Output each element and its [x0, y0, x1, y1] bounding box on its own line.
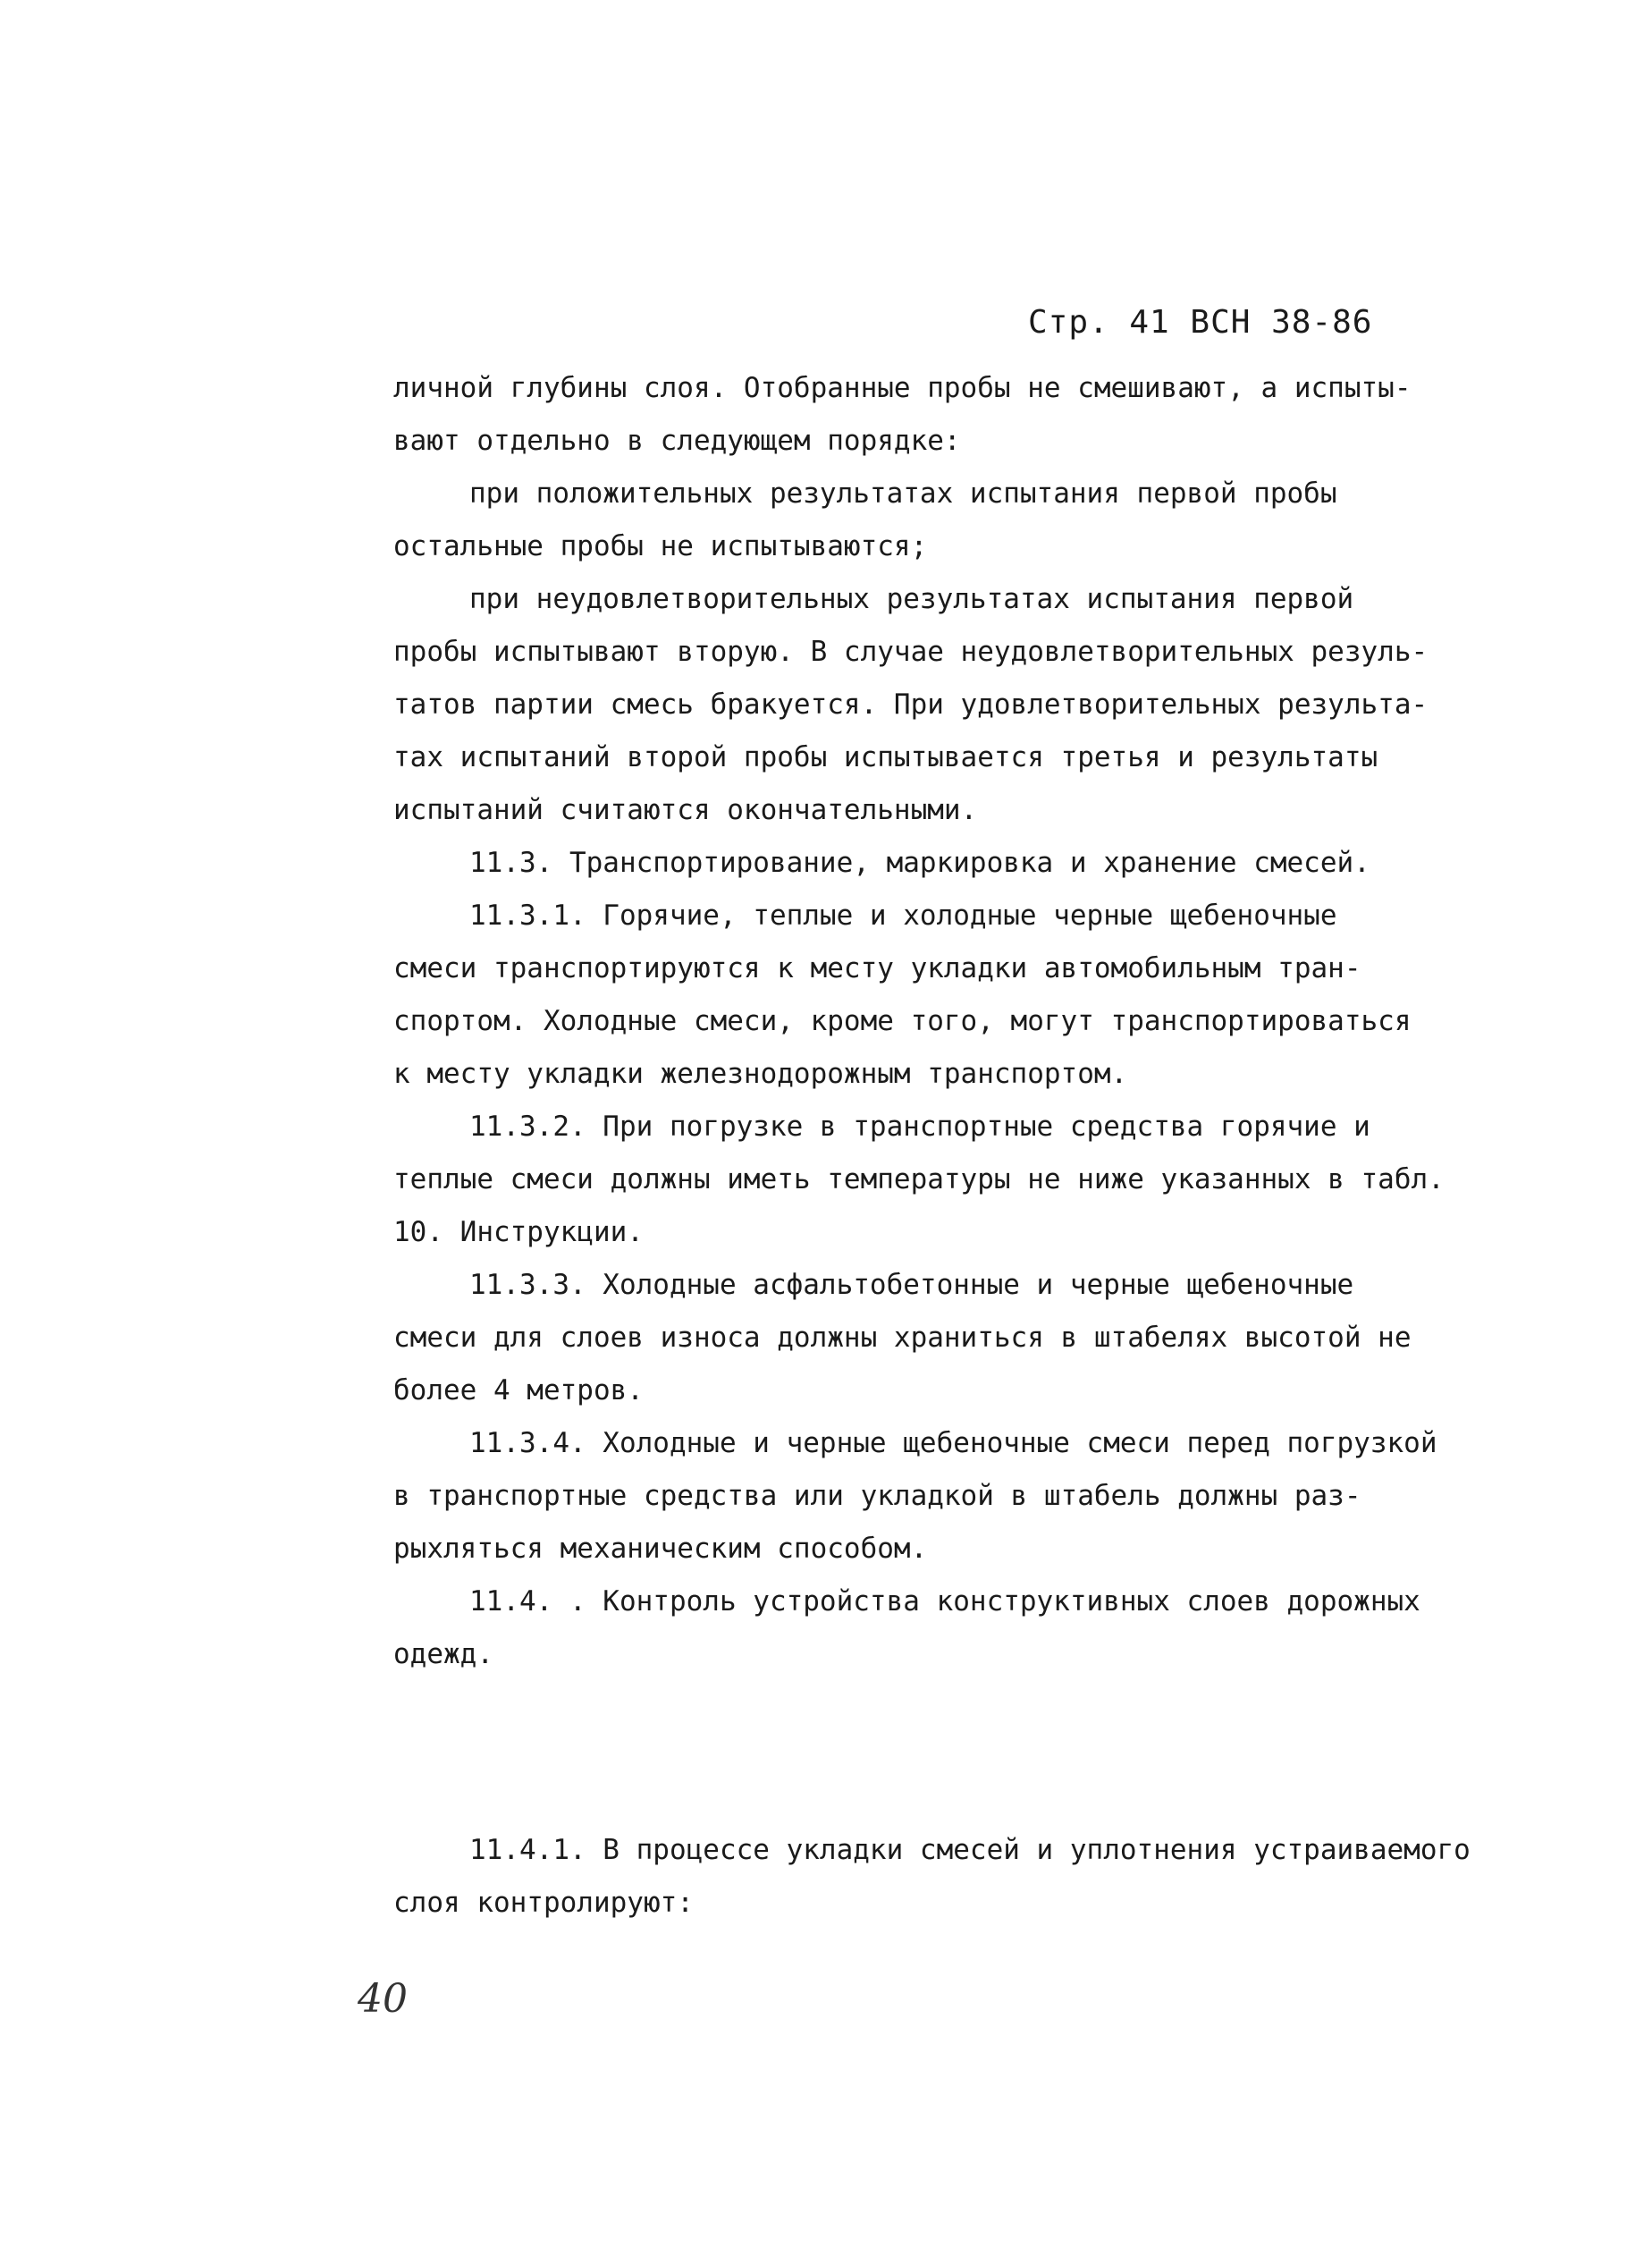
text-line: остальные пробы не испытываются;: [393, 530, 928, 562]
text-line: вают отдельно в следующем порядке:: [393, 425, 961, 457]
text-line: испытаний считаются окончательными.: [393, 794, 978, 826]
body-text: [393, 362, 1520, 1930]
text-line: при неудовлетворительных результатах испытания первой: [469, 583, 1354, 615]
text-line: 11.3.4. Холодные и черные щебеночные смеси перед погрузкой: [469, 1427, 1437, 1459]
text-line: в транспортные средства или укладкой в штабель должны раз-: [393, 1480, 1361, 1512]
text-line: смеси транспортируются к месту укладки автомобильным тран-: [393, 952, 1361, 984]
text-line: рыхляться механическим способом.: [393, 1533, 928, 1565]
page-header: Стр. 41 ВСН 38-86: [1028, 304, 1373, 341]
text-line: татов партии смесь бракуется. При удовлетворительных результа-: [393, 688, 1429, 721]
text-line: слоя контролируют:: [393, 1887, 694, 1919]
text-line: пробы испытывают вторую. В случае неудовлетворительных резуль-: [393, 636, 1429, 668]
section-heading: 11.4. . Контроль устройства конструктивных слоев дорожных: [469, 1585, 1420, 1618]
text-line: при положительных результатах испытания первой пробы: [469, 477, 1337, 510]
text-line: 11.4.1. В процессе укладки смесей и уплотнения устраиваемого: [469, 1834, 1471, 1866]
text-line: 11.3.2. При погрузке в транспортные средства горячие и: [469, 1111, 1370, 1143]
text-line: одежд.: [393, 1638, 493, 1670]
text-line: теплые смеси должны иметь температуры не ниже указанных в табл.: [393, 1163, 1445, 1195]
text-line: более 4 метров.: [393, 1374, 644, 1406]
text-line: 11.3.1. Горячие, теплые и холодные черные щебеночные: [469, 900, 1337, 932]
text-line: личной глубины слоя. Отобранные пробы не смешивают, а испыты-: [393, 372, 1412, 404]
handwritten-page-number: 40: [358, 1976, 408, 2022]
paragraph-gap: [393, 1681, 1520, 1824]
text-line: 10. Инструкции.: [393, 1216, 644, 1248]
text-line: к месту укладки железнодорожным транспортом.: [393, 1058, 1128, 1090]
text-line: смеси для слоев износа должны храниться в штабелях высотой не: [393, 1322, 1412, 1354]
text-line: спортом. Холодные смеси, кроме того, могут транспортироваться: [393, 1005, 1412, 1037]
section-heading: 11.3. Транспортирование, маркировка и хранение смесей.: [469, 847, 1370, 879]
text-line: 11.3.3. Холодные асфальтобетонные и черные щебеночные: [469, 1269, 1354, 1301]
text-line: тах испытаний второй пробы испытывается третья и результаты: [393, 741, 1378, 773]
